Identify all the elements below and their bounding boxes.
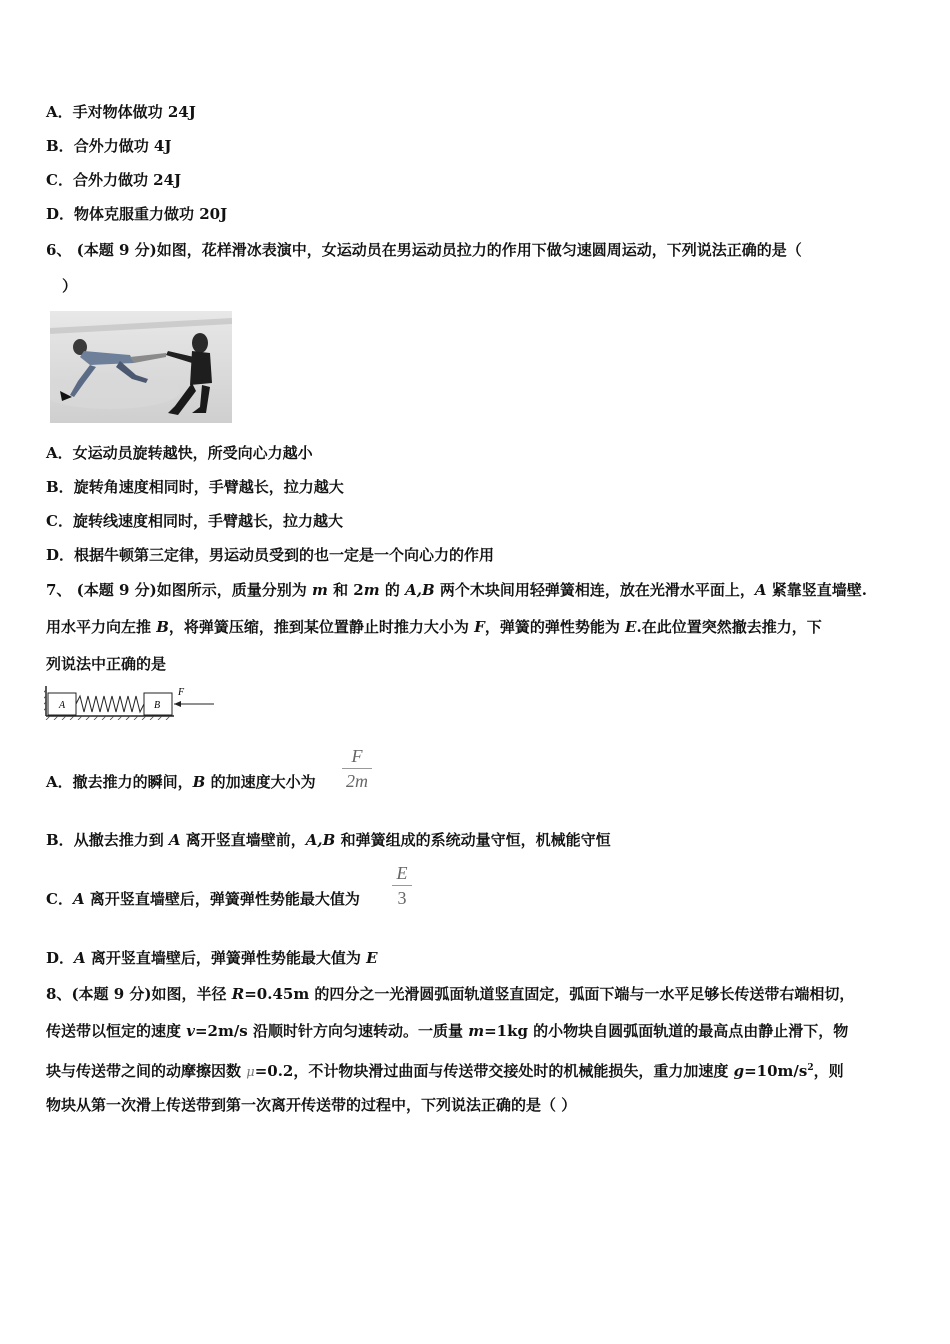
q8-stem-line2: 传送带以恒定的速度 v=2m/s 沿顺时针方向匀速转动。一质量 m=1kg 的小物块自圆弧面轨道的最高点由静止滑下，物 <box>46 1022 849 1040</box>
spring <box>76 696 144 712</box>
q7-stem-line2: 用水平力向左推 B，将弹簧压缩，推到某位置静止时推力大小为 F，弹簧的弹性势能为 E.在此位置突然撤去推力，下 <box>46 618 822 636</box>
q8-stem-line1: 8、(本题 9 分)如图，半径 R=0.45m 的四分之一光滑圆弧面轨道竖直固定，弧面下端与一水平足够长传送带右端相切， <box>46 985 855 1003</box>
block-b-label: B <box>154 700 161 711</box>
q7-option-a: A．撤去推力的瞬间，B 的加速度大小为 <box>46 773 316 791</box>
q7-option-a-fraction: F 2m <box>342 746 372 791</box>
block-a-label: A <box>59 700 66 711</box>
q7-option-d: D．A 离开竖直墙壁后，弹簧弹性势能最大值为 E <box>46 949 378 967</box>
q6-option-c: C．旋转线速度相同时，手臂越长，拉力越大 <box>46 512 343 530</box>
q7-stem-line1: 7、 (本题 9 分)如图所示，质量分别为 m 和 2m 的 A,B 两个木块间用轻弹簧相连，放在光滑水平面上，A 紧靠竖直墙壁. <box>46 581 867 599</box>
q5-option-c: C．合外力做功 24J <box>46 171 182 189</box>
q5-option-a: A．手对物体做功 24J <box>46 103 196 121</box>
spring-blocks-figure <box>44 684 216 720</box>
q8-stem-line3: 块与传送带之间的动摩擦因数 μ=0.2，不计物块滑过曲面与传送带交接处时的机械能损失，重力加速度 $g=10m/s^2$，则 <box>46 1062 844 1080</box>
q6-option-b: B．旋转角速度相同时，手臂越长，拉力越大 <box>46 478 344 496</box>
q7-option-c-fraction: E 3 <box>392 863 412 908</box>
figure-skating-photo <box>50 311 232 423</box>
q6-option-d: D．根据牛顿第三定律，男运动员受到的也一定是一个向心力的作用 <box>46 546 495 564</box>
force-label: F <box>178 687 185 698</box>
q6-option-a: A．女运动员旋转越快，所受向心力越小 <box>46 444 313 462</box>
q7-stem-line3: 列说法中正确的是 <box>46 655 167 673</box>
q8-stem-line4: 物块从第一次滑上传送带到第一次离开传送带的过程中，下列说法正确的是（ ） <box>46 1096 577 1114</box>
q6-stem: 6、 (本题 9 分)如图，花样滑冰表演中，女运动员在男运动员拉力的作用下做匀速圆周运动，下列说法正确的是（ <box>46 241 802 259</box>
q7-option-c: C．A 离开竖直墙壁后，弹簧弹性势能最大值为 <box>46 890 360 908</box>
q7-option-b: B．从撤去推力到 A 离开竖直墙壁前，A,B 和弹簧组成的系统动量守恒，机械能守恒 <box>46 831 611 849</box>
q5-option-d: D．物体克服重力做功 20J <box>46 205 228 223</box>
q5-option-b: B．合外力做功 4J <box>46 137 172 155</box>
q6-stem-close: ） <box>62 277 78 295</box>
